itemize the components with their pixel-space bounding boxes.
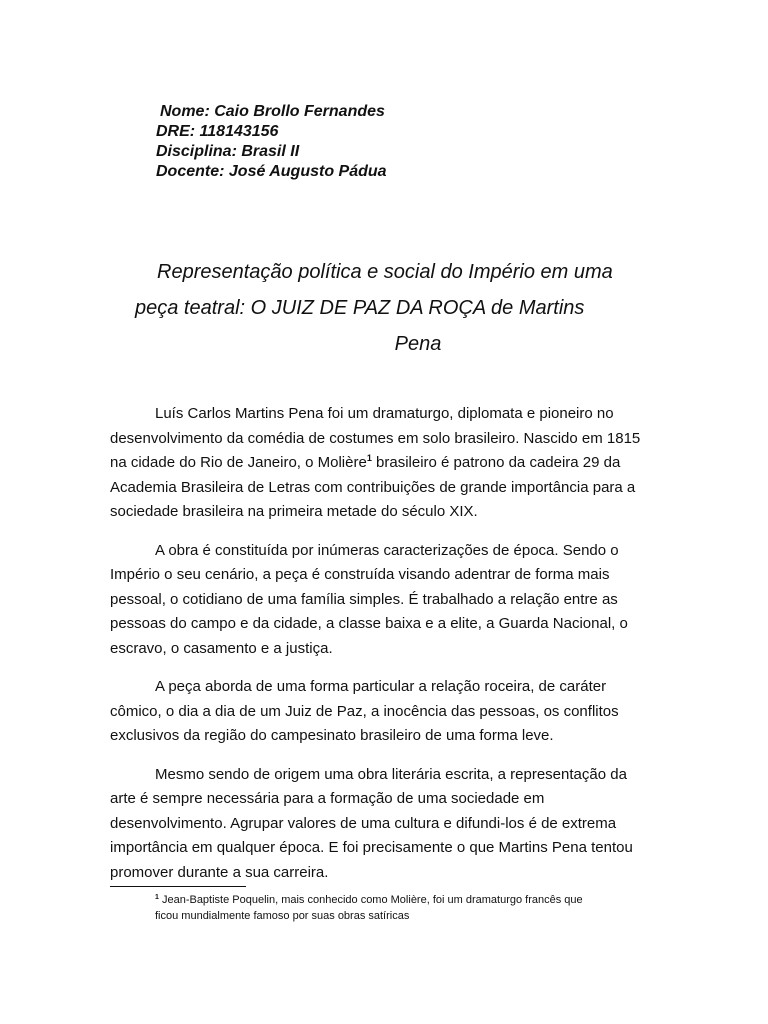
- paragraph-line: A obra é constituída por inúmeras caracterizações de época. Sendo o: [155, 541, 619, 559]
- course-instructor: Docente: José Augusto Pádua: [156, 163, 387, 180]
- paragraph-line: importância em qualquer época. E foi precisamente o que Martins Pena tentou: [110, 839, 633, 856]
- course-discipline: Disciplina: Brasil II: [156, 143, 300, 160]
- paragraph-line: Império o seu cenário, a peça é construída visando adentrar de forma mais: [110, 566, 610, 583]
- footnote-line-1: [155, 892, 583, 908]
- paragraph-line: arte é sempre necessária para a formação de uma sociedade em: [110, 790, 545, 807]
- paragraph-3: [110, 675, 640, 749]
- footnote: [155, 892, 583, 924]
- document-body: [110, 402, 640, 899]
- footnote-mark: 1: [155, 894, 159, 901]
- footnote-reference[interactable]: 1: [366, 453, 372, 463]
- paragraph-line: Mesmo sendo de origem uma obra literária escrita, a representação da: [155, 765, 627, 783]
- student-name: Nome: Caio Brollo Fernandes: [160, 103, 385, 120]
- paragraph-4: [110, 763, 640, 886]
- student-dre: DRE: 118143156: [156, 123, 279, 140]
- paragraph-line: Luís Carlos Martins Pena foi um dramaturgo, diplomata e pioneiro no: [155, 405, 614, 422]
- paragraph-2: [110, 539, 640, 662]
- paragraph-line: desenvolvimento da comédia de costumes em solo brasileiro. Nascido em 1815: [110, 429, 641, 447]
- title-line-3: Pena: [394, 333, 442, 355]
- line-text: na cidade do Rio de Janeiro, o Molière: [110, 454, 367, 471]
- footnote-text: Jean-Baptiste Poquelin, mais conhecido como Molière, foi um dramaturgo francês que: [158, 894, 583, 906]
- paragraph-1: [110, 402, 640, 525]
- paragraph-line: A peça aborda de uma forma particular a relação roceira, de caráter: [155, 678, 607, 695]
- title-line-1: Representação política e social do Império em uma: [157, 261, 613, 283]
- paragraph-line: sociedade brasileira na primeira metade do século XIX.: [110, 503, 478, 520]
- paragraph-line: pessoal, o cotidiano de uma família simples. É trabalhado a relação entre as: [110, 590, 618, 608]
- document-title: [120, 254, 696, 362]
- paragraph-line: desenvolvimento. Agrupar valores de uma cultura e difundi-los é de extrema: [110, 814, 617, 832]
- line-text: brasileiro é patrono da cadeira 29 da: [371, 454, 621, 471]
- footnote-line-2: ficou mundialmente famoso por suas obras satíricas: [155, 910, 410, 922]
- student-info-block: [156, 102, 387, 182]
- paragraph-line-with-footnote: [110, 451, 640, 476]
- paragraph-line: escravo, o casamento e a justiça.: [110, 639, 333, 657]
- paragraph-line: cômico, o dia a dia de um Juiz de Paz, a inocência das pessoas, os conflitos: [110, 702, 619, 720]
- paragraph-line: pessoas do campo e da cidade, a classe baixa e a elite, a Guarda Nacional, o: [110, 615, 628, 632]
- title-line-2: peça teatral: O JUIZ DE PAZ DA ROÇA de Martins: [135, 297, 585, 319]
- paragraph-line: exclusivos da região do campesinato brasileiro de uma forma leve.: [110, 727, 554, 744]
- paragraph-line: promover durante a sua carreira.: [110, 863, 329, 881]
- paragraph-line: Academia Brasileira de Letras com contribuições de grande importância para a: [110, 478, 636, 496]
- footnote-separator: [110, 886, 246, 887]
